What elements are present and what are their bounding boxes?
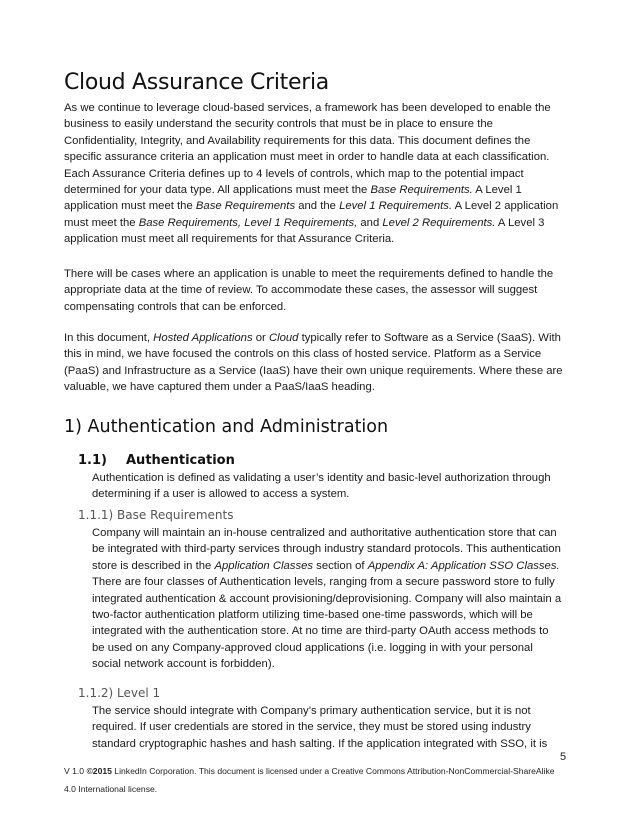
authentication-paragraph: Authentication is defined as validating a user’s identity and basic-level authorization through determining if a user is allowed to access a system.	[92, 472, 551, 501]
level-1-heading: 1.1.2) Level 1	[78, 686, 161, 700]
emphasis: Appendix A: Application SSO Classes.	[367, 559, 560, 572]
footer-version: V 1.0	[64, 766, 87, 776]
intro-paragraph-2: There will be cases where an application is unable to meet the requirements defined to handle the appropriate data at the time of review. To accommodate these cases, the assessor will suggest compensating controls that can be enforced.	[64, 268, 554, 313]
footer-copyright: ©2015	[86, 766, 112, 776]
emphasis: Level 1 Requirements.	[339, 200, 453, 213]
page-number: 5	[560, 751, 567, 763]
emphasis: Cloud	[268, 332, 299, 344]
text-run: and	[357, 216, 383, 229]
text-run: and the	[295, 200, 340, 213]
text-run: A Level 2 application must meet the	[64, 200, 559, 229]
subsection-heading	[78, 453, 235, 468]
base-requirements-paragraph	[92, 525, 564, 673]
text-run: or	[252, 332, 269, 344]
text-run: Company will maintain an in-house centralized and authoritative authentication store that can be integrated with third-party services through industry standard protocols. This authentication store is described in the	[92, 527, 561, 572]
page-title: Cloud Assurance Criteria	[64, 70, 329, 95]
text-run: section of	[313, 559, 368, 572]
text-run: There are four classes of Authentication levels, ranging from a secure password store to fully integrated authentication & account provisioning/deprovisioning. Company will also maintain a two-factor authentication platform utilizing time-based one-time passwords, which will be integrated with the authentication store. At no time are third-party OAuth access methods to be used on any Company-approved cloud applications (i.e. logging in with your personal social network account is forbidden).	[92, 576, 562, 671]
text-run: typically refer to Software as a Service (SaaS). With this in mind, we have focused the controls on this class of hosted service. Platform as a Service (PaaS) and Infrastructure as a Service (IaaS) have their own unique requirements. Where these are valuable, we have captured them under a PaaS/IaaS heading.	[64, 332, 563, 394]
text-run: As we continue to leverage cloud-based services, a framework has been developed to enable the business to easily understand the security controls that must be in place to ensure the Confidentiality, Integrity, and Availability requirements for this data. This document defines the specific assurance criteria an application must meet in order to handle data at each classification. Each Assurance Criteria defines up to 4 levels of controls, which map to the potential impact determined for your data type. All applications must meet the	[64, 102, 551, 197]
emphasis: Base Requirements, Level 1 Requirements,	[138, 216, 358, 229]
emphasis: Hosted Applications	[153, 332, 253, 344]
base-requirements-heading: 1.1.1) Base Requirements	[78, 508, 234, 522]
license-footer	[64, 762, 564, 798]
text-run: In this document,	[64, 332, 154, 344]
subsection-title: Authentication	[126, 453, 235, 468]
emphasis: Base Requirements	[195, 200, 296, 213]
emphasis: Base Requirements.	[370, 184, 473, 197]
intro-paragraph-3	[64, 330, 564, 396]
section-heading: 1) Authentication and Administration	[64, 417, 389, 437]
emphasis: Level 2 Requirements.	[382, 216, 496, 229]
footer-license-text: LinkedIn Corporation. This document is licensed under a Creative Commons Attribution-NonCommercial-ShareAlike 4.0 International license.	[64, 766, 555, 794]
subsection-number: 1.1)	[78, 453, 107, 468]
intro-paragraph-1	[64, 100, 564, 248]
text-run: A Level 3 application must meet all requirements for that Assurance Criteria.	[64, 216, 545, 246]
emphasis: Application Classes	[214, 559, 314, 572]
text-run: A Level 1 application must meet the	[64, 184, 522, 213]
level-1-paragraph: The service should integrate with Company’s primary authentication service, but it is not required. If user credentials are stored in the service, they must be stored using industry standard cryptographic hashes and hash salting. If the application integrated with SSO, it is	[92, 705, 548, 750]
